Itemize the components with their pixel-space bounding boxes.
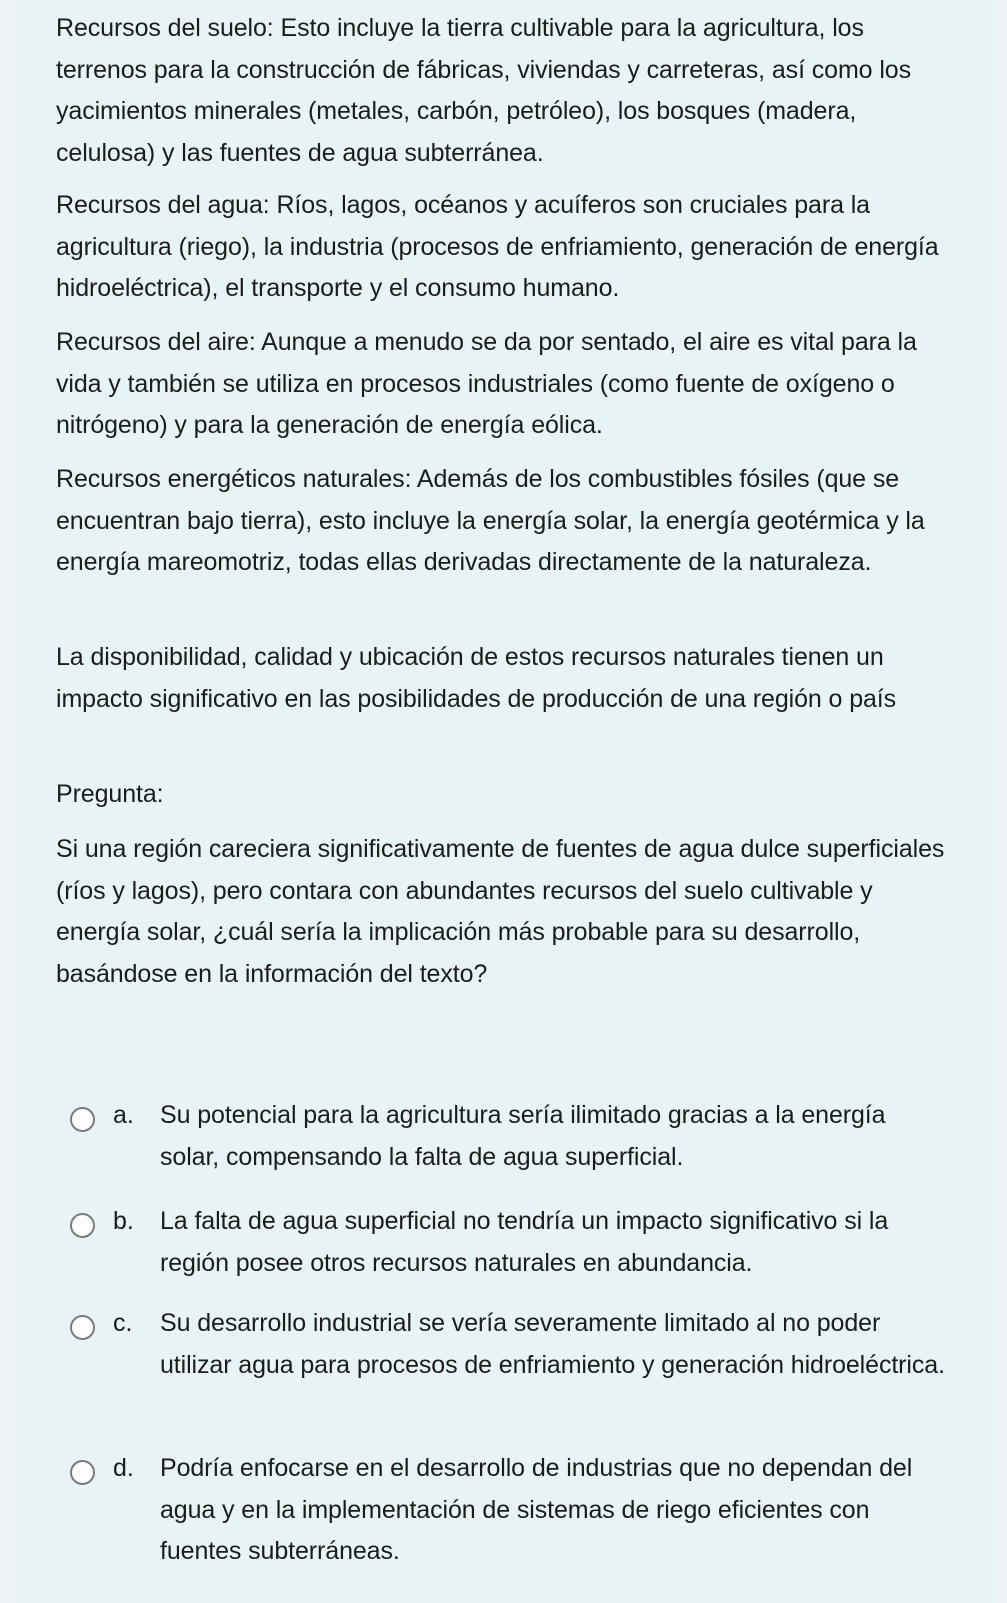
radio-button-c[interactable] — [70, 1315, 95, 1340]
answer-option-d[interactable] — [70, 1448, 970, 1565]
option-text-a: Su potencial para la agricultura sería ilimitado gracias a la energía solar, compensando la falta de agua superficial. — [160, 1101, 886, 1171]
option-letter-b: b. — [113, 1207, 134, 1235]
option-text-d: Podría enfocarse en el desarrollo de industrias que no dependan del agua y en la implementación de sistemas de riego eficientes con fuentes subterráneas. — [160, 1454, 913, 1565]
paragraph-water-resources: Recursos del agua: Ríos, lagos, océanos y acuíferos son cruciales para la agricultura (riego), la industria (procesos de enfriamiento, generación de energía hidroeléctrica), el transporte y el consumo humano. — [56, 191, 939, 302]
paragraph-air-resources: Recursos del aire: Aunque a menudo se da por sentado, el aire es vital para la vida y también se utiliza en procesos industriales (como fuente de oxígeno o nitrógeno) y para la generación de energía eólica. — [56, 328, 917, 439]
paragraph-availability: La disponibilidad, calidad y ubicación de estos recursos naturales tienen un impacto significativo en las posibilidades de producción de una región o país — [56, 643, 897, 713]
answer-option-b[interactable] — [70, 1201, 970, 1291]
question-label: Pregunta: — [56, 780, 164, 808]
option-letter-a: a. — [113, 1101, 134, 1129]
radio-button-a[interactable] — [70, 1107, 95, 1132]
option-text-b: La falta de agua superficial no tendría un impacto significativo si la región posee otros recursos naturales en abundancia. — [160, 1207, 889, 1277]
radio-button-b[interactable] — [70, 1213, 95, 1238]
question-text: Si una región careciera significativamente de fuentes de agua dulce superficiales (ríos y lagos), pero contara con abundantes recursos del suelo cultivable y energía solar, ¿cuál sería la implicación más probable para su desarrollo, basándose en la información del texto? — [56, 835, 945, 988]
paragraph-energy-resources: Recursos energéticos naturales: Además de los combustibles fósiles (que se encuentran bajo tierra), esto incluye la energía solar, la energía geotérmica y la energía mareomotriz, todas ellas derivadas directamente de la naturaleza. — [56, 465, 925, 576]
option-letter-c: c. — [113, 1309, 133, 1337]
option-letter-d: d. — [113, 1454, 134, 1482]
answer-option-c[interactable] — [70, 1303, 970, 1393]
paragraph-soil-resources: Recursos del suelo: Esto incluye la tierra cultivable para la agricultura, los terrenos para la construcción de fábricas, viviendas y carreteras, así como los yacimientos minerales (metales, carbón, petróleo), los bosques (madera, celulosa) y las fuentes de agua subterránea. — [56, 14, 911, 167]
radio-button-d[interactable] — [70, 1460, 95, 1485]
answer-option-a[interactable] — [70, 1095, 970, 1185]
option-text-c: Su desarrollo industrial se vería severamente limitado al no poder utilizar agua para procesos de enfriamiento y generación hidroeléctrica. — [160, 1309, 945, 1379]
